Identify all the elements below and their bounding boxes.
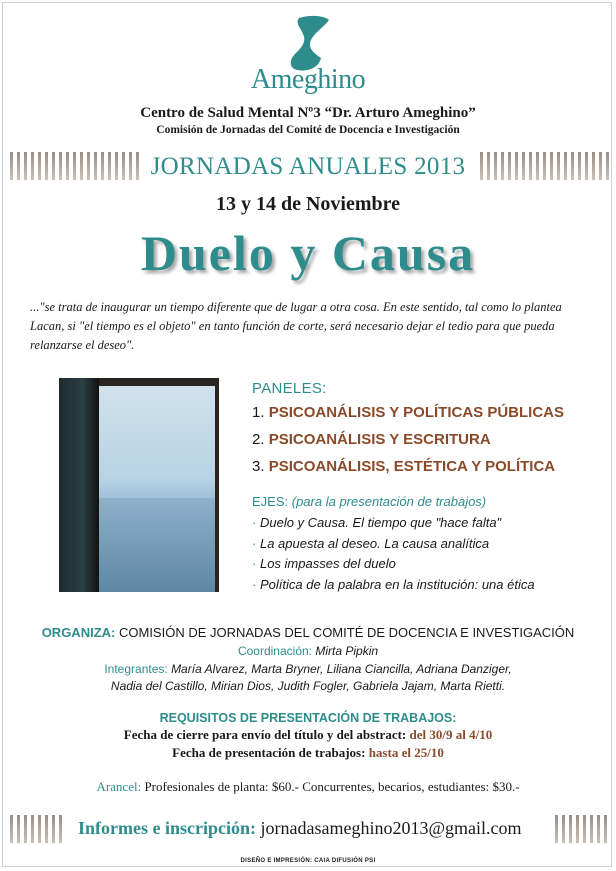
eje-item: · Duelo y Causa. El tiempo que "hace falta" xyxy=(252,515,502,530)
coordination-line: Coordinación: Mirta Pipkin xyxy=(237,644,379,658)
open-door-sea-photo xyxy=(59,378,219,592)
organizer-line: ORGANIZA: COMISIÓN DE JORNADAS DEL COMITÉ DE DOCENCIA E INVESTIGACIÓN xyxy=(41,625,575,640)
event-title: Duelo y Causa xyxy=(140,225,476,281)
panel-item: 1. PSICOANÁLISIS Y POLÍTICAS PÚBLICAS xyxy=(252,404,565,421)
commission-name: Comisión de Jornadas del Comité de Docencia e Investigación xyxy=(156,124,460,136)
stripe-decoration-bottom-left xyxy=(10,815,62,843)
requirements-heading: REQUISITOS DE PRESENTACIÓN DE TRABAJOS: xyxy=(159,711,457,725)
contact-email-link[interactable]: jornadasameghino2013@gmail.com xyxy=(260,818,522,838)
panel-item: 2. PSICOANÁLISIS Y ESCRITURA xyxy=(252,431,491,448)
event-heading: JORNADAS ANUALES 2013 xyxy=(150,153,466,180)
members-block: Integrantes: María Alvarez, Marta Bryner, Liliana Ciancilla, Adriana Danziger, Nadia del Castillo, Mirian Dios, Judith Fogler, Gabriela Jajam, Marta Rietti. xyxy=(104,662,512,693)
eje-item: · Política de la palabra en la institución: una ética xyxy=(252,577,535,592)
event-date: 13 y 14 de Noviembre xyxy=(215,193,401,215)
lacan-quote: ..."se trata de inaugurar un tiempo diferente que de lugar a otra cosa. En este sentido, tal como lo plantea Lacan, si "el tiempo es el objeto" en tanto función de corte, será necesario dejar el tedio para que pueda relanzarse el deseo". xyxy=(30,300,562,352)
design-credit: DISEÑO E IMPRESIÓN: CAIA DIFUSIÓN PSI xyxy=(240,858,376,864)
paper-deadline: Fecha de presentación de trabajos: hasta el 25/10 xyxy=(172,745,444,760)
panel-item: 3. PSICOANÁLISIS, ESTÉTICA Y POLÍTICA xyxy=(252,458,556,475)
abstract-deadline: Fecha de cierre para envío del título y del abstract: del 30/9 al 4/10 xyxy=(123,727,493,742)
panels-heading: PANELES: xyxy=(252,380,327,397)
stripe-decoration-bottom-right xyxy=(555,815,607,843)
eje-item: · La apuesta al deseo. La causa analítica xyxy=(252,536,490,551)
contact-line: Informes e inscripción: jornadasameghino2013@gmail.com xyxy=(78,818,522,838)
fees-line: Arancel: Profesionales de planta: $60.- Concurrentes, becarios, estudiantes: $30.- xyxy=(96,779,520,794)
center-name: Centro de Salud Mental Nº3 “Dr. Arturo Ameghino” xyxy=(140,105,476,121)
eje-item: · Los impasses del duelo xyxy=(252,556,396,571)
brand-name: Ameghino xyxy=(250,64,366,95)
ejes-heading: EJES: (para la presentación de trabajos) xyxy=(252,494,487,509)
